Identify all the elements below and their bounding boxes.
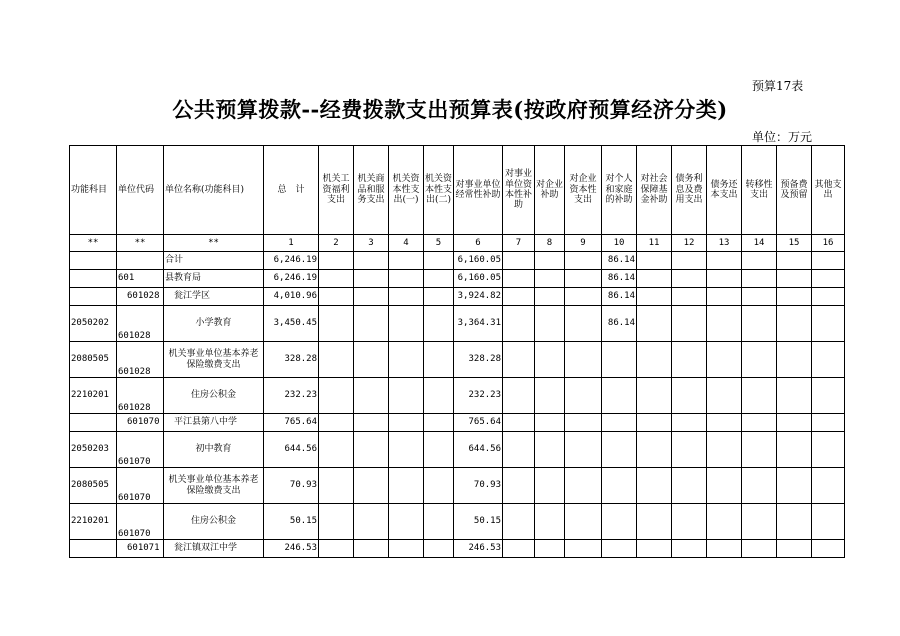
- cell-empty: [319, 468, 354, 504]
- cell-empty: [672, 540, 707, 558]
- cell-empty: [565, 252, 602, 270]
- cell-empty: [707, 378, 742, 414]
- cell-empty: [503, 342, 535, 378]
- cell-func-code: [70, 252, 117, 270]
- cell-empty: [777, 288, 812, 306]
- cell-unit-name: 初中教育: [164, 432, 264, 468]
- index-cell: **: [164, 235, 264, 252]
- cell-empty: [637, 468, 672, 504]
- cell-empty: [354, 252, 389, 270]
- cell-empty: [637, 504, 672, 540]
- cell-unit-name: 合计: [164, 252, 264, 270]
- cell-empty: [389, 540, 424, 558]
- cell-empty: [742, 252, 777, 270]
- cell-c10: [602, 540, 637, 558]
- cell-empty: [812, 468, 845, 504]
- cell-c10: 86.14: [602, 288, 637, 306]
- cell-empty: [637, 342, 672, 378]
- cell-empty: [354, 468, 389, 504]
- cell-c10: 86.14: [602, 306, 637, 342]
- cell-empty: [389, 270, 424, 288]
- cell-empty: [565, 378, 602, 414]
- cell-empty: [742, 504, 777, 540]
- cell-empty: [707, 288, 742, 306]
- cell-c10: 86.14: [602, 270, 637, 288]
- header-c3: 机关商品和服务支出: [354, 146, 389, 235]
- cell-empty: [777, 378, 812, 414]
- cell-c10: [602, 504, 637, 540]
- header-unit-name: 单位名称(功能科目): [164, 146, 264, 235]
- cell-func-code: [70, 288, 117, 306]
- cell-total: 232.23: [264, 378, 319, 414]
- cell-c6: 3,924.82: [454, 288, 503, 306]
- cell-empty: [389, 342, 424, 378]
- cell-unit-code: [117, 252, 164, 270]
- cell-empty: [424, 306, 454, 342]
- cell-empty: [424, 504, 454, 540]
- cell-empty: [707, 270, 742, 288]
- cell-c6: 6,160.05: [454, 270, 503, 288]
- cell-empty: [424, 270, 454, 288]
- cell-empty: [565, 432, 602, 468]
- header-c14: 转移性支出: [742, 146, 777, 235]
- cell-empty: [319, 540, 354, 558]
- index-cell: **: [70, 235, 117, 252]
- header-c10: 对个人和家庭的补助: [602, 146, 637, 235]
- header-total: 总 计: [264, 146, 319, 235]
- cell-total: 6,246.19: [264, 252, 319, 270]
- cell-empty: [354, 288, 389, 306]
- header-c4: 机关资本性支出(一): [389, 146, 424, 235]
- cell-unit-name: 瓮江学区: [164, 288, 264, 306]
- cell-empty: [389, 378, 424, 414]
- header-c8: 对企业补助: [535, 146, 565, 235]
- cell-empty: [319, 342, 354, 378]
- cell-empty: [354, 378, 389, 414]
- cell-unit-code: 601028: [117, 306, 164, 342]
- cell-func-code: 2050203: [70, 432, 117, 468]
- cell-empty: [742, 378, 777, 414]
- cell-empty: [319, 414, 354, 432]
- table-row: [70, 306, 845, 342]
- cell-total: 4,010.96: [264, 288, 319, 306]
- index-cell: **: [117, 235, 164, 252]
- cell-c10: [602, 378, 637, 414]
- cell-empty: [777, 540, 812, 558]
- header-c7: 对事业单位资本性补助: [503, 146, 535, 235]
- table-row: [70, 378, 845, 414]
- index-cell: 1: [264, 235, 319, 252]
- cell-empty: [637, 270, 672, 288]
- cell-empty: [777, 504, 812, 540]
- cell-empty: [565, 270, 602, 288]
- cell-func-code: 2080505: [70, 468, 117, 504]
- cell-empty: [637, 414, 672, 432]
- cell-empty: [742, 306, 777, 342]
- cell-empty: [389, 306, 424, 342]
- cell-empty: [672, 414, 707, 432]
- cell-empty: [424, 540, 454, 558]
- cell-empty: [637, 252, 672, 270]
- cell-empty: [319, 306, 354, 342]
- cell-empty: [707, 432, 742, 468]
- cell-empty: [319, 288, 354, 306]
- table-row: [70, 468, 845, 504]
- cell-total: 3,450.45: [264, 306, 319, 342]
- table-row: [70, 414, 845, 432]
- cell-empty: [319, 252, 354, 270]
- cell-total: 50.15: [264, 504, 319, 540]
- cell-empty: [319, 432, 354, 468]
- cell-empty: [503, 504, 535, 540]
- table-row: [70, 288, 845, 306]
- cell-empty: [707, 252, 742, 270]
- index-cell: 6: [454, 235, 503, 252]
- index-cell: 4: [389, 235, 424, 252]
- cell-empty: [777, 342, 812, 378]
- cell-empty: [672, 342, 707, 378]
- table-row: [70, 432, 845, 468]
- cell-empty: [424, 288, 454, 306]
- cell-unit-name: 县教育局: [164, 270, 264, 288]
- cell-empty: [354, 540, 389, 558]
- index-cell: 3: [354, 235, 389, 252]
- cell-empty: [535, 378, 565, 414]
- header-c13: 债务还本支出: [707, 146, 742, 235]
- header-c12: 债务利息及费用支出: [672, 146, 707, 235]
- cell-empty: [742, 414, 777, 432]
- cell-empty: [672, 252, 707, 270]
- cell-c10: [602, 468, 637, 504]
- cell-empty: [424, 252, 454, 270]
- cell-empty: [389, 504, 424, 540]
- cell-empty: [503, 288, 535, 306]
- cell-total: 6,246.19: [264, 270, 319, 288]
- index-cell: 11: [637, 235, 672, 252]
- cell-unit-name: 机关事业单位基本养老保险缴费支出: [164, 468, 264, 504]
- index-cell: 2: [319, 235, 354, 252]
- cell-func-code: 2210201: [70, 378, 117, 414]
- cell-empty: [503, 432, 535, 468]
- cell-empty: [565, 504, 602, 540]
- cell-unit-code: 601028: [117, 288, 164, 306]
- cell-unit-name: 机关事业单位基本养老保险缴费支出: [164, 342, 264, 378]
- cell-c6: 6,160.05: [454, 252, 503, 270]
- cell-empty: [535, 540, 565, 558]
- cell-total: 70.93: [264, 468, 319, 504]
- cell-empty: [812, 342, 845, 378]
- cell-empty: [424, 432, 454, 468]
- cell-empty: [742, 432, 777, 468]
- index-row: [70, 235, 845, 252]
- cell-empty: [319, 270, 354, 288]
- cell-unit-name: 平江县第八中学: [164, 414, 264, 432]
- form-number: 预算17表: [752, 79, 804, 93]
- header-c9: 对企业资本性支出: [565, 146, 602, 235]
- index-cell: 5: [424, 235, 454, 252]
- header-c16: 其他支出: [812, 146, 845, 235]
- cell-empty: [424, 414, 454, 432]
- header-unit-code: 单位代码: [117, 146, 164, 235]
- cell-empty: [672, 468, 707, 504]
- budget-table: [69, 145, 845, 558]
- cell-empty: [812, 504, 845, 540]
- cell-c6: 246.53: [454, 540, 503, 558]
- cell-c6: 328.28: [454, 342, 503, 378]
- header-c5: 机关资本性支出(二): [424, 146, 454, 235]
- cell-empty: [389, 288, 424, 306]
- cell-empty: [503, 252, 535, 270]
- cell-total: 328.28: [264, 342, 319, 378]
- cell-empty: [319, 504, 354, 540]
- cell-empty: [503, 468, 535, 504]
- cell-empty: [565, 342, 602, 378]
- cell-empty: [503, 270, 535, 288]
- cell-empty: [672, 504, 707, 540]
- cell-unit-name: 瓮江镇双江中学: [164, 540, 264, 558]
- cell-empty: [389, 252, 424, 270]
- cell-empty: [742, 540, 777, 558]
- cell-empty: [707, 540, 742, 558]
- cell-empty: [812, 432, 845, 468]
- cell-empty: [742, 270, 777, 288]
- cell-func-code: 2050202: [70, 306, 117, 342]
- cell-empty: [637, 432, 672, 468]
- cell-empty: [565, 288, 602, 306]
- cell-unit-code: 601070: [117, 504, 164, 540]
- cell-unit-code: 601070: [117, 432, 164, 468]
- header-c2: 机关工资福利支出: [319, 146, 354, 235]
- cell-empty: [389, 414, 424, 432]
- cell-c6: 232.23: [454, 378, 503, 414]
- header-func: 功能科目: [70, 146, 117, 235]
- cell-empty: [565, 306, 602, 342]
- index-cell: 12: [672, 235, 707, 252]
- cell-empty: [742, 342, 777, 378]
- cell-empty: [389, 468, 424, 504]
- cell-empty: [707, 306, 742, 342]
- cell-unit-name: 住房公积金: [164, 378, 264, 414]
- cell-empty: [565, 468, 602, 504]
- cell-empty: [672, 270, 707, 288]
- cell-empty: [777, 270, 812, 288]
- cell-c6: 644.56: [454, 432, 503, 468]
- index-cell: 8: [535, 235, 565, 252]
- index-cell: 16: [812, 235, 845, 252]
- cell-c10: 86.14: [602, 252, 637, 270]
- index-cell: 9: [565, 235, 602, 252]
- cell-empty: [503, 306, 535, 342]
- cell-empty: [812, 540, 845, 558]
- table-row: [70, 504, 845, 540]
- cell-c6: 765.64: [454, 414, 503, 432]
- cell-empty: [777, 468, 812, 504]
- cell-unit-name: 小学教育: [164, 306, 264, 342]
- cell-empty: [565, 414, 602, 432]
- cell-func-code: [70, 540, 117, 558]
- header-c15: 预备费及预留: [777, 146, 812, 235]
- cell-total: 644.56: [264, 432, 319, 468]
- cell-func-code: 2210201: [70, 504, 117, 540]
- index-cell: 13: [707, 235, 742, 252]
- cell-empty: [503, 378, 535, 414]
- cell-unit-code: 601028: [117, 378, 164, 414]
- cell-empty: [637, 306, 672, 342]
- cell-empty: [319, 378, 354, 414]
- index-cell: 14: [742, 235, 777, 252]
- cell-empty: [637, 378, 672, 414]
- cell-empty: [354, 306, 389, 342]
- cell-unit-code: 601028: [117, 342, 164, 378]
- cell-empty: [812, 288, 845, 306]
- cell-empty: [389, 432, 424, 468]
- unit-label: 单位：万元: [752, 130, 813, 144]
- cell-empty: [354, 270, 389, 288]
- cell-unit-name: 住房公积金: [164, 504, 264, 540]
- cell-empty: [742, 288, 777, 306]
- cell-empty: [707, 342, 742, 378]
- cell-unit-code: 601071: [117, 540, 164, 558]
- index-cell: 15: [777, 235, 812, 252]
- cell-empty: [535, 270, 565, 288]
- cell-empty: [535, 414, 565, 432]
- index-cell: 7: [503, 235, 535, 252]
- cell-empty: [637, 540, 672, 558]
- cell-func-code: 2080505: [70, 342, 117, 378]
- cell-empty: [535, 468, 565, 504]
- cell-total: 765.64: [264, 414, 319, 432]
- cell-func-code: [70, 270, 117, 288]
- cell-empty: [424, 342, 454, 378]
- cell-empty: [707, 468, 742, 504]
- header-row: [70, 146, 845, 235]
- cell-empty: [812, 414, 845, 432]
- index-cell: 10: [602, 235, 637, 252]
- cell-empty: [637, 288, 672, 306]
- cell-empty: [777, 306, 812, 342]
- cell-empty: [354, 432, 389, 468]
- cell-empty: [672, 306, 707, 342]
- cell-empty: [672, 432, 707, 468]
- cell-empty: [812, 270, 845, 288]
- cell-empty: [707, 504, 742, 540]
- cell-empty: [503, 540, 535, 558]
- cell-empty: [672, 288, 707, 306]
- cell-unit-code: 601070: [117, 468, 164, 504]
- cell-empty: [812, 252, 845, 270]
- cell-empty: [777, 414, 812, 432]
- cell-empty: [503, 414, 535, 432]
- cell-empty: [354, 504, 389, 540]
- page-title: 公共预算拨款--经费拨款支出预算表(按政府预算经济分类): [172, 97, 728, 122]
- cell-c6: 50.15: [454, 504, 503, 540]
- cell-c6: 3,364.31: [454, 306, 503, 342]
- cell-empty: [424, 378, 454, 414]
- cell-empty: [742, 468, 777, 504]
- cell-empty: [777, 252, 812, 270]
- cell-empty: [354, 342, 389, 378]
- cell-unit-code: 601: [117, 270, 164, 288]
- cell-empty: [535, 432, 565, 468]
- cell-empty: [535, 342, 565, 378]
- cell-empty: [812, 378, 845, 414]
- cell-empty: [535, 504, 565, 540]
- cell-empty: [565, 540, 602, 558]
- table-row: [70, 252, 845, 270]
- cell-total: 246.53: [264, 540, 319, 558]
- cell-empty: [535, 306, 565, 342]
- cell-c10: [602, 414, 637, 432]
- cell-empty: [707, 414, 742, 432]
- cell-c6: 70.93: [454, 468, 503, 504]
- cell-func-code: [70, 414, 117, 432]
- table-row: [70, 342, 845, 378]
- cell-unit-code: 601070: [117, 414, 164, 432]
- header-c11: 对社会保障基金补助: [637, 146, 672, 235]
- cell-empty: [354, 414, 389, 432]
- table-row: [70, 540, 845, 558]
- header-c6: 对事业单位经常性补助: [454, 146, 503, 235]
- cell-empty: [672, 378, 707, 414]
- cell-empty: [812, 306, 845, 342]
- cell-empty: [535, 288, 565, 306]
- cell-empty: [535, 252, 565, 270]
- cell-c10: [602, 342, 637, 378]
- cell-c10: [602, 432, 637, 468]
- table-row: [70, 270, 845, 288]
- cell-empty: [424, 468, 454, 504]
- cell-empty: [777, 432, 812, 468]
